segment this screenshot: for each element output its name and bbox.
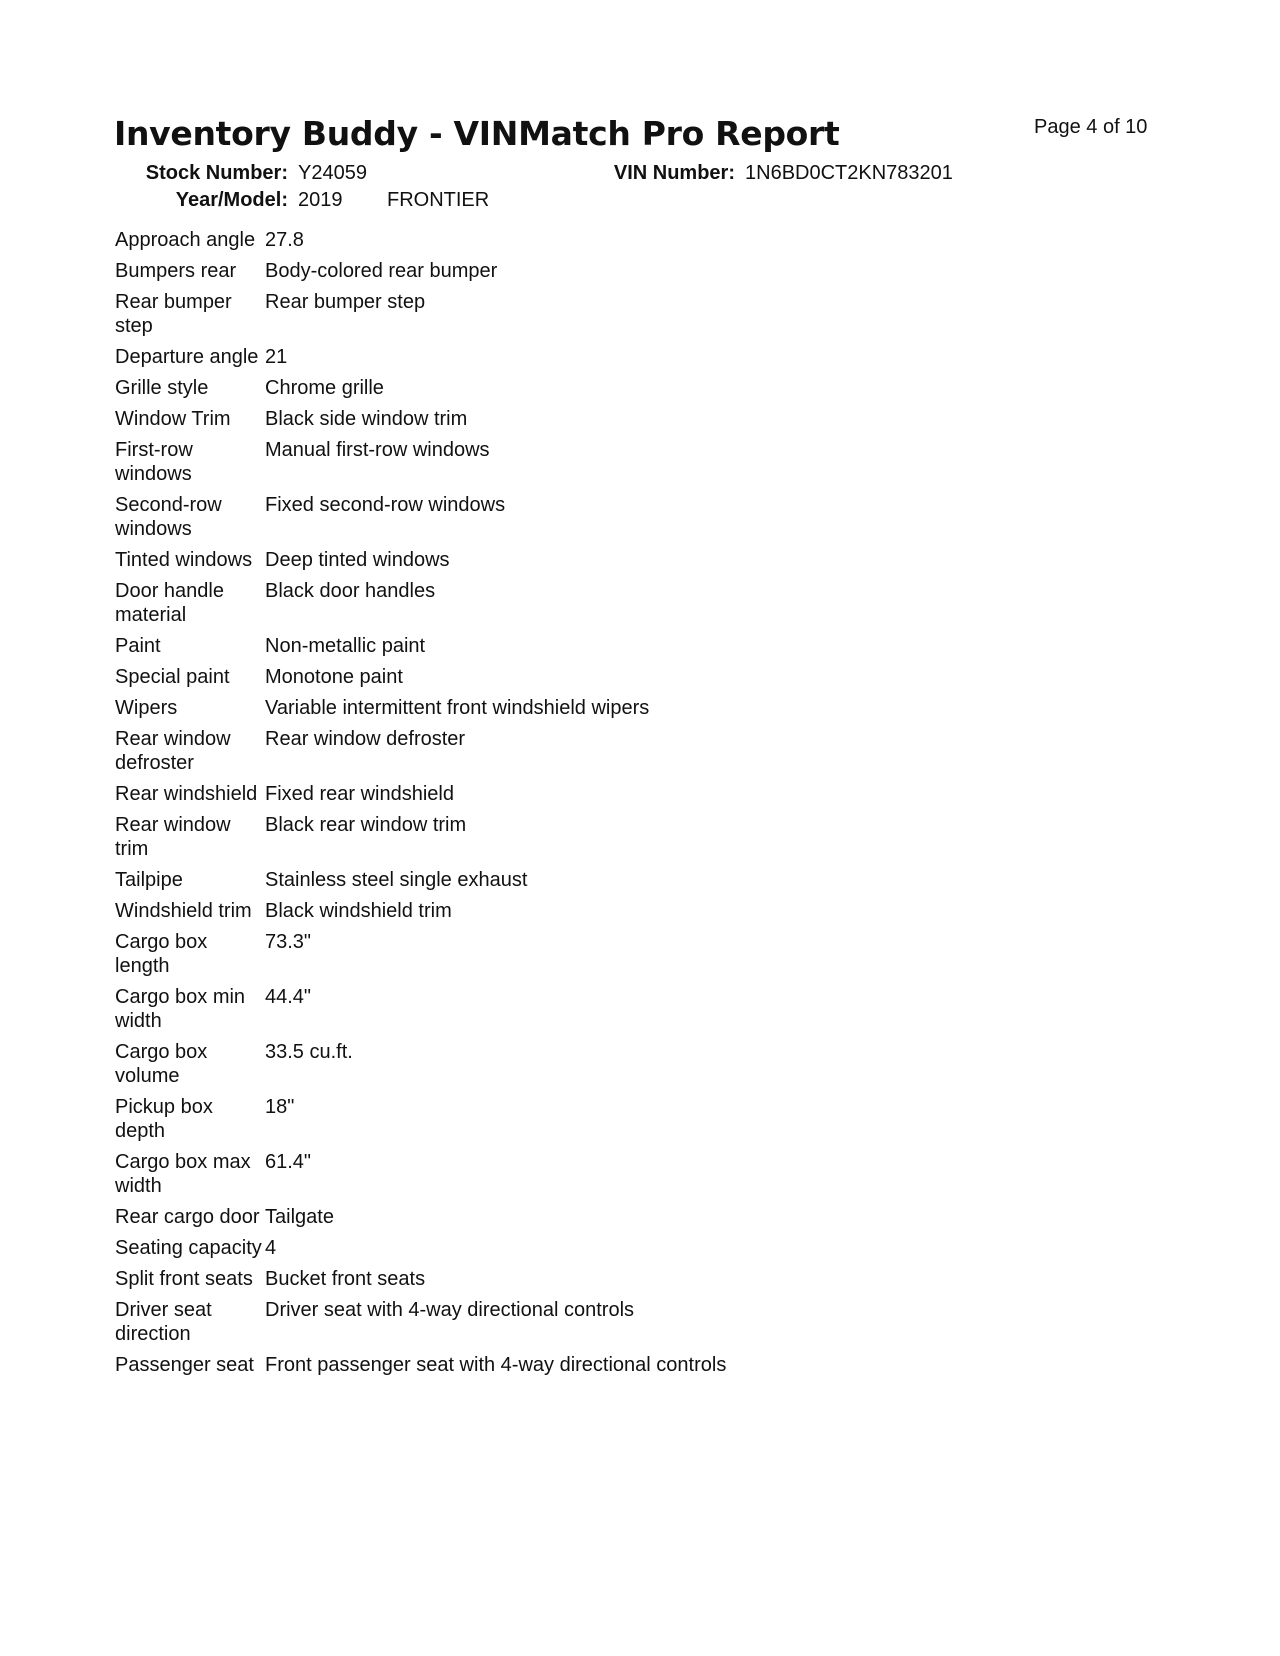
spec-label: Rear bumper step xyxy=(115,291,232,337)
spec-value: Front passenger seat with 4-way directional controls xyxy=(265,1354,727,1376)
stock-number-label: Stock Number: xyxy=(145,162,288,184)
model-value: FRONTIER xyxy=(387,189,490,211)
spec-value: Bucket front seats xyxy=(265,1268,426,1290)
spec-label: Rear windshield xyxy=(115,783,258,805)
spec-value: Body-colored rear bumper xyxy=(265,260,498,282)
spec-row xyxy=(115,1298,726,1353)
spec-row xyxy=(115,1353,726,1384)
spec-row xyxy=(115,665,726,696)
spec-value: Rear window defroster xyxy=(265,728,466,750)
spec-label: Grille style xyxy=(115,377,209,399)
spec-row xyxy=(115,438,726,493)
spec-label: Rear window trim xyxy=(115,814,231,860)
spec-label: Rear cargo door xyxy=(115,1206,260,1228)
spec-value: 21 xyxy=(265,346,288,368)
spec-row xyxy=(115,228,726,259)
spec-row xyxy=(115,1267,726,1298)
spec-label: Cargo box volume xyxy=(115,1041,208,1087)
spec-value: Variable intermittent front windshield wipers xyxy=(265,697,650,719)
spec-label: First-row windows xyxy=(115,439,193,485)
spec-row xyxy=(115,548,726,579)
spec-value: 4 xyxy=(265,1237,277,1259)
spec-value: Monotone paint xyxy=(265,666,403,688)
spec-row xyxy=(115,259,726,290)
year-model-label: Year/Model: xyxy=(175,189,288,211)
spec-value: Fixed second-row windows xyxy=(265,494,506,516)
page-number: Page 4 of 10 xyxy=(1034,116,1148,138)
spec-value: Driver seat with 4-way directional controls xyxy=(265,1299,635,1321)
spec-value: Black door handles xyxy=(265,580,436,602)
spec-row xyxy=(115,1040,726,1095)
spec-label: Cargo box max width xyxy=(115,1151,251,1197)
spec-label: Window Trim xyxy=(115,408,231,430)
spec-row xyxy=(115,813,726,868)
spec-label: Tailpipe xyxy=(115,869,183,891)
spec-row xyxy=(115,782,726,813)
spec-value: Black windshield trim xyxy=(265,900,452,922)
spec-table xyxy=(115,228,726,1384)
spec-row xyxy=(115,290,726,345)
spec-label: Seating capacity xyxy=(115,1237,262,1259)
spec-label: Special paint xyxy=(115,666,230,688)
spec-value: Rear bumper step xyxy=(265,291,426,313)
spec-label: Rear window defroster xyxy=(115,728,231,774)
spec-label: Split front seats xyxy=(115,1268,253,1290)
spec-row xyxy=(115,985,726,1040)
year-value: 2019 xyxy=(298,189,343,211)
spec-value: Black rear window trim xyxy=(265,814,467,836)
spec-value: Deep tinted windows xyxy=(265,549,450,571)
vin-number-label: VIN Number: xyxy=(613,162,735,184)
spec-value: 61.4" xyxy=(265,1151,312,1173)
spec-row xyxy=(115,696,726,727)
spec-label: Departure angle xyxy=(115,346,259,368)
spec-row xyxy=(115,930,726,985)
spec-label: Passenger seat xyxy=(115,1354,254,1376)
spec-label: Driver seat direction xyxy=(115,1299,212,1345)
spec-row xyxy=(115,1150,726,1205)
spec-row xyxy=(115,1236,726,1267)
spec-value: Tailgate xyxy=(265,1206,334,1228)
spec-row xyxy=(115,1095,726,1150)
spec-row xyxy=(115,727,726,782)
vin-number-value: 1N6BD0CT2KN783201 xyxy=(745,162,953,184)
stock-number-value: Y24059 xyxy=(298,162,367,184)
spec-value: 18" xyxy=(265,1096,295,1118)
spec-value: Non-metallic paint xyxy=(265,635,426,657)
spec-row xyxy=(115,376,726,407)
spec-label: Door handle material xyxy=(115,580,224,626)
spec-row xyxy=(115,579,726,634)
spec-value: 27.8 xyxy=(265,229,304,251)
spec-value: 44.4" xyxy=(265,986,312,1008)
spec-row xyxy=(115,868,726,899)
spec-value: Chrome grille xyxy=(265,377,384,399)
spec-row xyxy=(115,493,726,548)
spec-value: Stainless steel single exhaust xyxy=(265,869,528,891)
spec-label: Paint xyxy=(115,635,161,657)
spec-row xyxy=(115,345,726,376)
spec-value: Fixed rear windshield xyxy=(265,783,454,805)
spec-label: Tinted windows xyxy=(115,549,253,571)
spec-value: 73.3" xyxy=(265,931,312,953)
spec-value: Manual first-row windows xyxy=(265,439,490,461)
spec-value: 33.5 cu.ft. xyxy=(265,1041,353,1063)
spec-table-body xyxy=(115,228,726,1384)
spec-row xyxy=(115,899,726,930)
spec-label: Approach angle xyxy=(115,229,256,251)
spec-row xyxy=(115,634,726,665)
spec-row xyxy=(115,407,726,438)
spec-label: Cargo box length xyxy=(115,931,208,977)
spec-label: Windshield trim xyxy=(115,900,252,922)
report-title: Inventory Buddy - VINMatch Pro Report xyxy=(114,114,840,153)
spec-label: Pickup box depth xyxy=(115,1096,213,1142)
spec-label: Cargo box min width xyxy=(115,986,246,1032)
spec-row xyxy=(115,1205,726,1236)
spec-label: Bumpers rear xyxy=(115,260,237,282)
spec-value: Black side window trim xyxy=(265,408,468,430)
spec-label: Second-row windows xyxy=(115,494,222,540)
spec-label: Wipers xyxy=(115,697,178,719)
